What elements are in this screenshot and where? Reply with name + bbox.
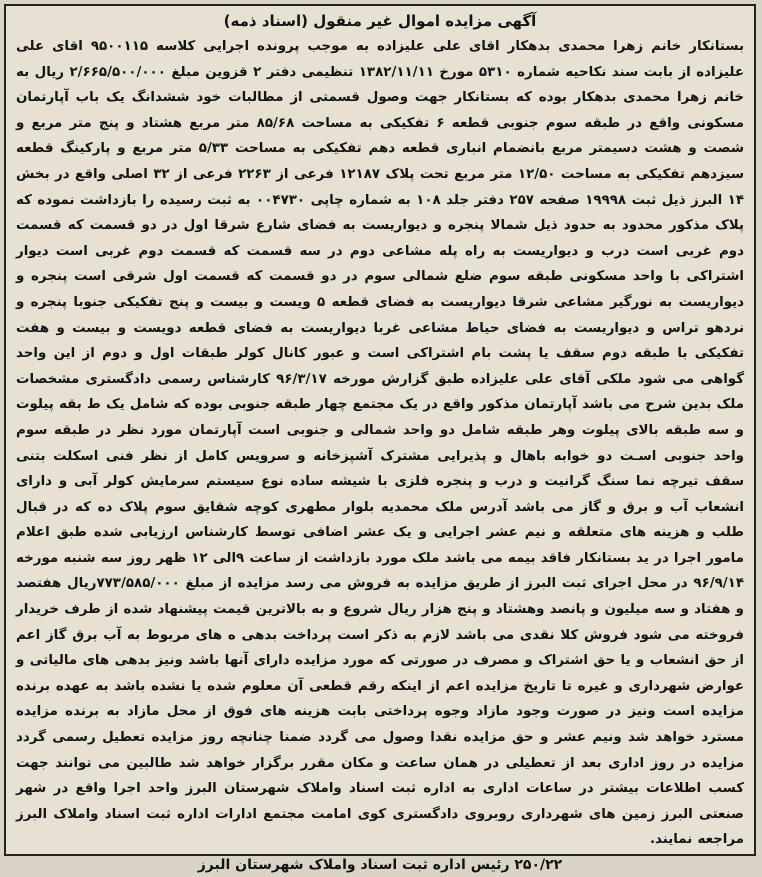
notice-signature: ۲۵۰/۲۲ رئیس اداره ثبت اسناد واملاک شهرستان البرز — [197, 857, 563, 873]
notice-title: آگهی مزایده اموال غیر منقول (اسناد ذمه) — [223, 12, 537, 30]
notice-body: بستانکار خانم زهرا محمدی بدهکار اقای علی علیزاده به موجب پرونده اجرایی کلاسه ۹۵۰۰۱۱۵ اقای علی علیزاده از بابت سند نکاحیه شماره ۵۳۱۰ مورخ ۱۳۸۲/۱۱/۱۱ تنظیمی دفتر ۲ قزوین مبلغ ۲/۶۶۵/۵۰۰/۰۰۰ ریال به خانم زهرا محمدی بدهکار بوده که بستانکار جهت وصول قسمتی از مطالبات خود ششدانگ یک باب آپارتمان مسکونی واقع در طبقه سوم جنوبی قطعه ۶ تفکیکی به مساحت ۸۵/۶۸ متر مربع هشتاد و پنج متر مربع و شصت و هشت دسیمتر مربع بانضمام انباری قطعه دهم تفکیکی به مساحت ۵/۳۳ متر مربع و پارکینگ قطعه سیزدهم تفکیکی به مساحت ۱۲/۵۰ متر مربع تحت پلاک ۱۲۱۸۷ فرعی از ۲۲۶۳ فرعی از ۳۲ اصلی واقع در بخش ۱۴ البرز ذیل ثبت ۱۹۹۹۸ صفحه ۲۵۷ دفتر جلد ۱۰۸ به شماره چاپی ۰۰۴۷۳۰ به ثبت رسیده را بازداشت نموده که پلاک مذکور محدود به حدود ذیل شمالا پنجره و دیواریست به فضای شارع شرقا اول در دو قسمت که قسمت دوم غربی است درب و دیواریست به راه پله مشاعی دوم در سه قسمت که قسمت دوم غربی است دیوار اشتراکی با واحد مسکونی طبقه سوم ضلع شمالی سوم در دو قسمت که قسمت اول شرقی است پنجره و دیواریست به نورگیر مشاعی شرقا دیواریست به فضای قطعه ۵ ویست و بیست و پنج تفکیکی جنوبا پنجره و نردهو تراس و دیواریست به فضای حیاط مشاعی غربا دیواریست به فضای قطعه دویست و بیست و هفت تفکیکی با طبقه دوم سقف یا پشت بام اشتراکی است و عبور کانال کولر طبقات اول و دوم از این واحد گواهی می شود ملکی آقای علی علیزاده طبق گزارش مورخه ۹۶/۳/۱۷ کارشناس رسمی دادگستری مشخصات ملک بدین شرح می باشد آپارتمان مذکور واقع در یک مجتمع چهار طبقه جنوبی بوده که شامل یک ط بقه پیلوت و سه طبقه بالای پیلوت وهر طبقه شامل دو واحد شمالی و جنوبی است آپارتمان مورد نظر در طبقه سوم واحد جنوبی اسـت دو خوابه باهال و پذیرایی مشترک آشپزخانه و سرویس کامل از نظر فنی اسکلت بتنی سقف تیرچه نما سنگ گرانیت و درب و پنجره فلزی با شیشه ساده نوع سیستم سرمایش کولر آبی و دارای انشعاب آب و برق و گاز می باشد آدرس ملک محمدیه بلوار مطهری کوچه شقایق سوم پلاک ده که در قبال طلب و هزینه های متعلقه و نیم عشر اجرایی و یک عشر اضافی توسط کارشناس ارزیابی شده طبق اعلام مامور اجرا در ید بستانکار فاقد بیمه می باشد ملک مورد بازداشت از ساعت ۹الی ۱۲ ظهر روز سه شنبه مورخه ۹۶/۹/۱۴ در محل اجرای ثبت البرز از طریق مزایده به فروش می رسد مزایده از مبلغ ۷۷۳/۵۸۵/۰۰۰ریال هفتصد و هفتاد و سه میلیون و پانصد وهشتاد و پنج هزار ریال شروع و به بالاترین قیمت پیشنهاد شده از طرف خریدار فروخته می شود فروش کلا نقدی می باشد لازم به ذکر است پرداخت بدهی ه های مربوط به آب برق گاز اعم از حق انشعاب و یا حق اشتراک و مصرف در صورتی که مورد مزایده دارای آنها باشد ونیز بدهی های مالیاتی و عوارض شهرداری و غیره تا تاریخ مزایده اعم از اینکه رقم قطعی آن معلوم شده یا نشده باشد به عهده برنده مزایده است ونیز در صورت وجود مازاد وجوه پرداختی بابت هزینه های فوق از محل مازاد به برنده مزایده مسترد خواهد شد ونیم عشر و حق مزایده نقدا وصول می گردد ضمنا چنانچه روز مزایده تعطیل رسمی گردد مزایده در روز اداری بعد از تعطیلی در همان ساعت و مکان مقرر برگزار خواهد شد طالبین می توانند جهت کسب اطلاعات بیشتر در ساعات اداری به اداره ثبت اسناد واملاک شهرستان البرز واحد اجرا واقع در شهر صنعتی البرز زمین های شهرداری روبروی دادگستری کوی امامت مجتمع ادارات اداره ثبت اسناد واملاک البرز مراجعه نمایند. — [16, 39, 745, 848]
auction-notice — [4, 4, 756, 873]
